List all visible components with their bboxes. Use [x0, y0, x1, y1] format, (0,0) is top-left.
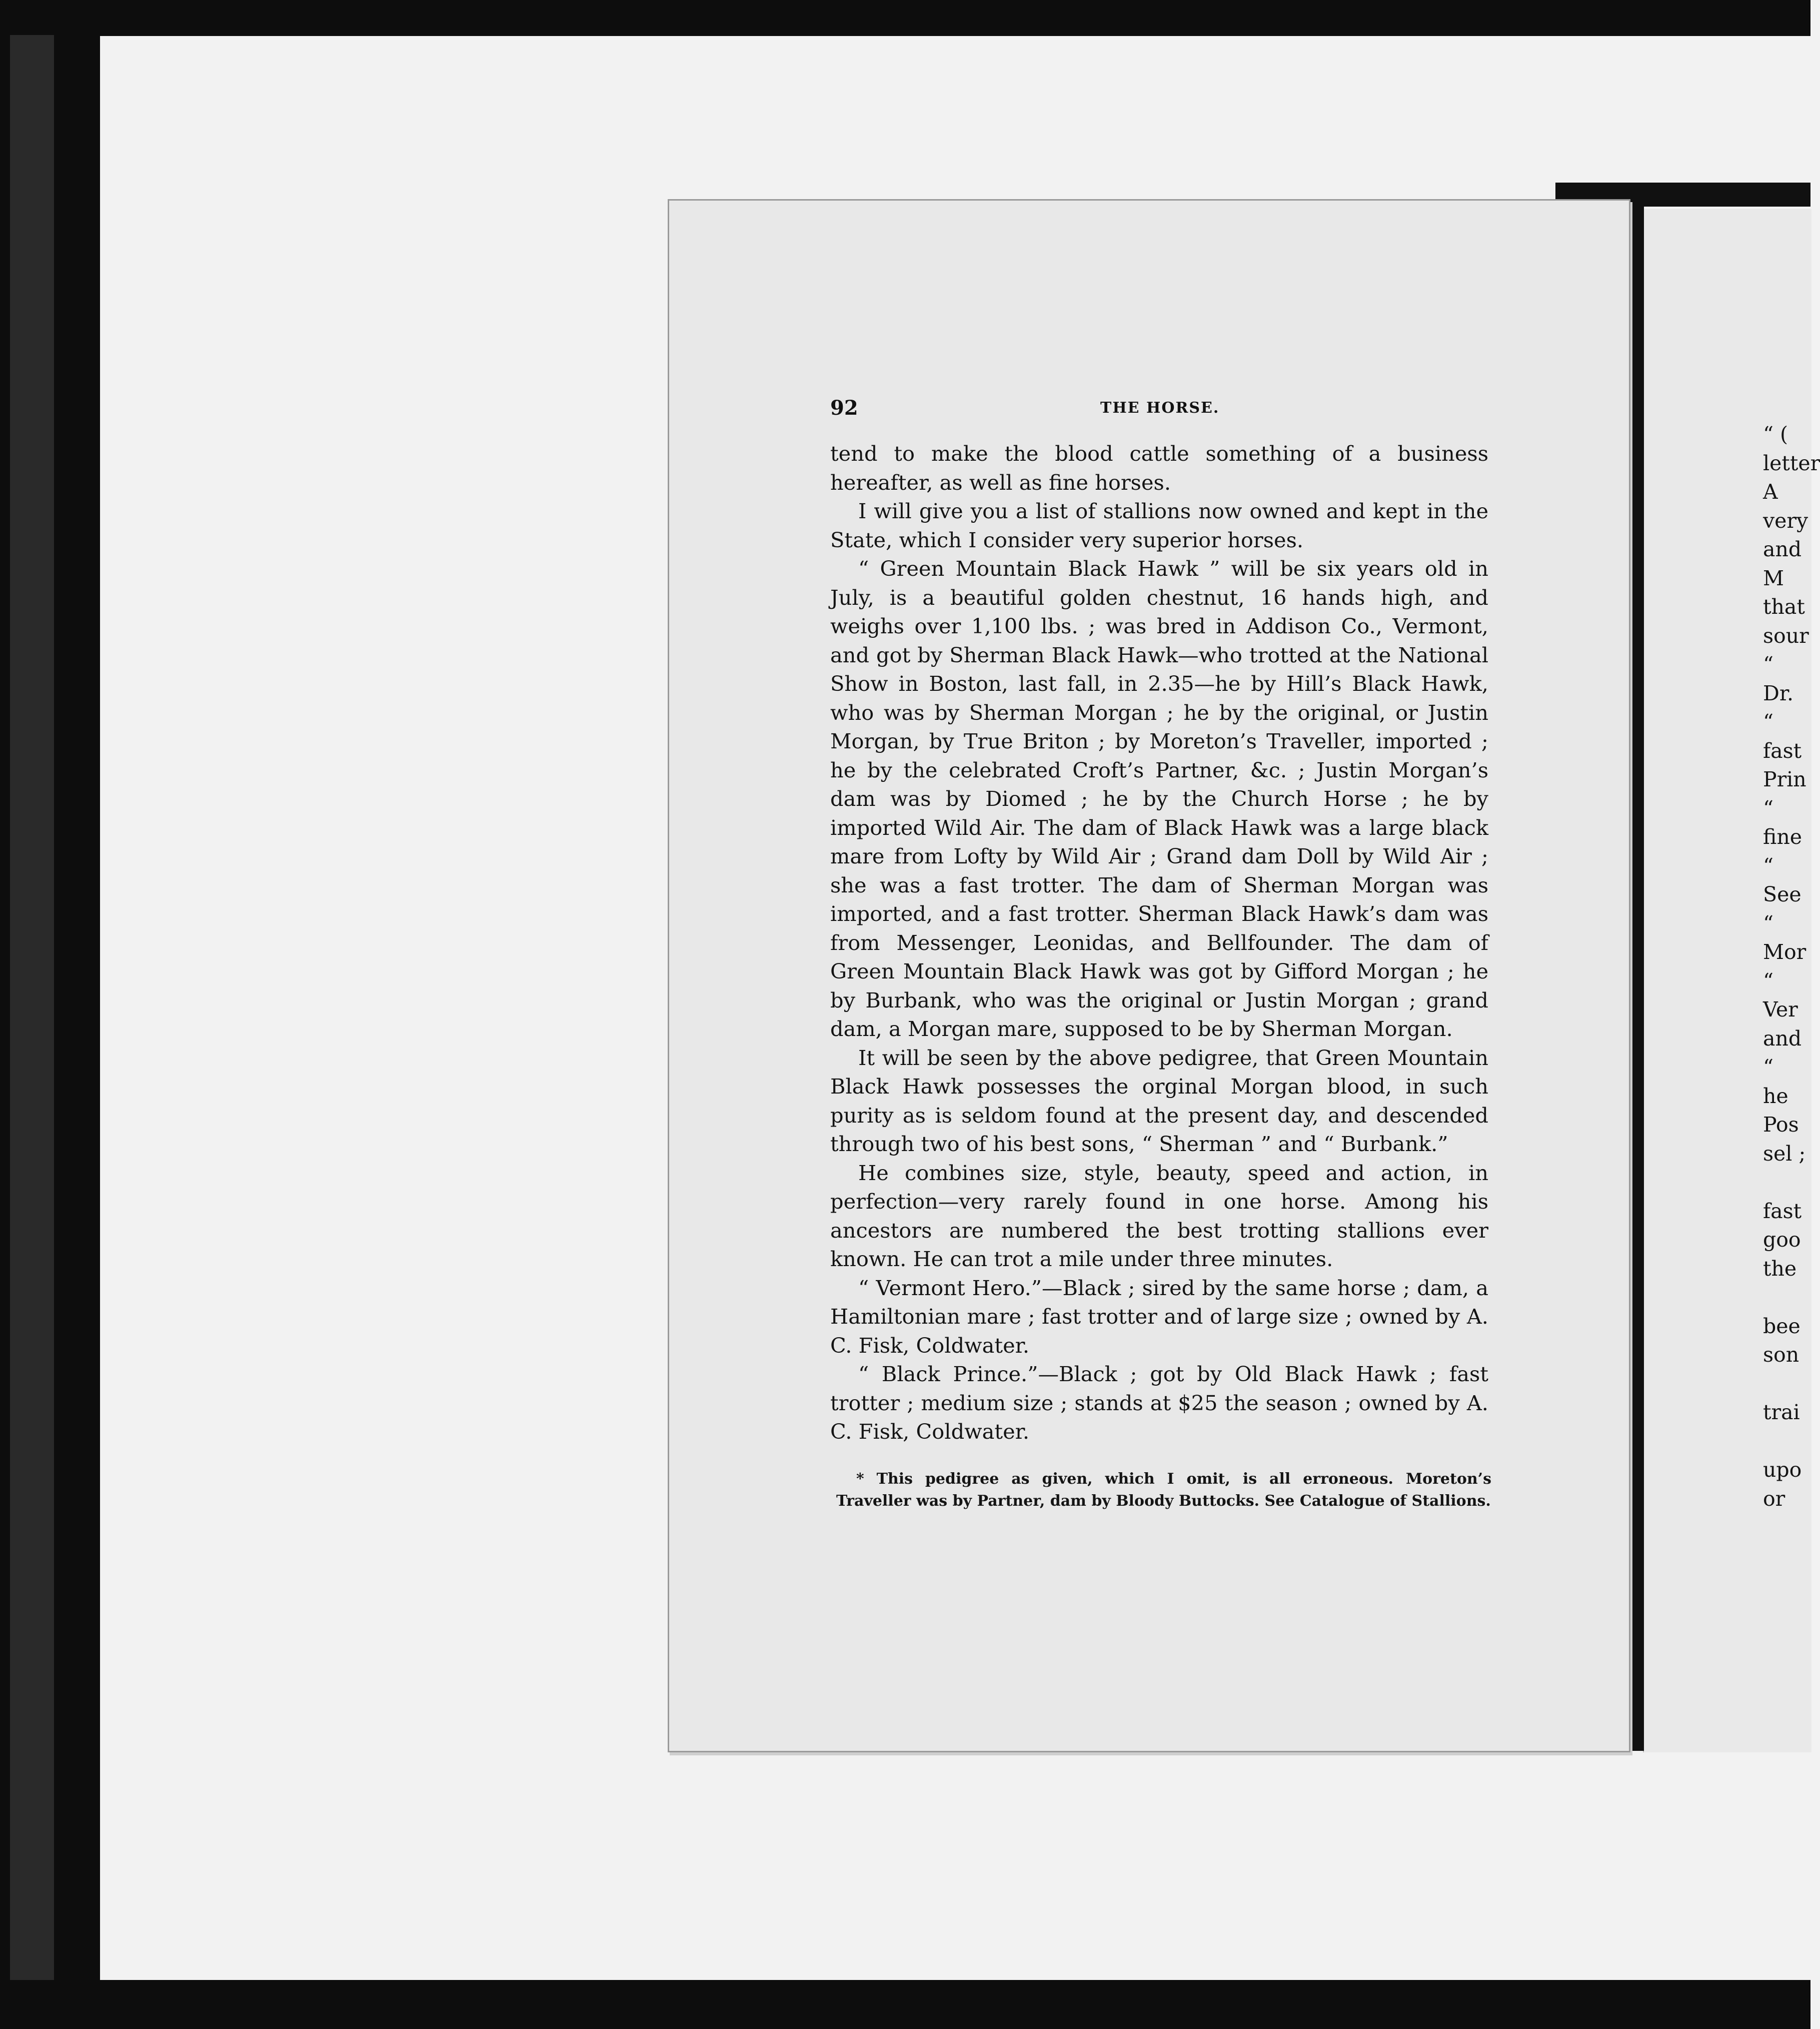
scanner-frame-bottom: [0, 1980, 1810, 2029]
right-page-line-fragment: A: [1763, 480, 1778, 504]
right-page-line-fragment: trai: [1763, 1400, 1800, 1424]
page-header: [830, 396, 1488, 426]
footnote: [836, 1468, 1491, 1512]
right-page-line-fragment: Dr.: [1763, 681, 1793, 705]
right-page-line-fragment: fast: [1763, 1199, 1802, 1223]
right-page-line-fragment: the: [1763, 1256, 1797, 1281]
right-page-line-fragment: letter: [1763, 451, 1820, 475]
paragraph-5: He combines size, style, beauty, speed and action, in perfection—very rarely found in one horse. Among his ancestors are numbered the best trotting stallions ever known. He can trot a mile under three minutes.: [830, 1160, 1488, 1271]
right-page-line-fragment: [1763, 1370, 1810, 1399]
right-page-line-fragment: “: [1763, 652, 1773, 676]
right-page-line-fragment: bee: [1763, 1314, 1800, 1338]
right-page-line-fragment: and: [1763, 1026, 1802, 1051]
right-page-line-fragment: [1763, 1283, 1810, 1312]
right-page-line-fragment: very: [1763, 508, 1808, 533]
right-page-line-fragment: fine: [1763, 825, 1802, 849]
body-text: [830, 439, 1488, 1446]
paragraph-3: “ Green Mountain Black Hawk ” will be six years old in July, is a beautiful golden chestnut, 16 hands high, and weighs over 1,100 lbs. ; was bred in Addison Co., Vermont, and got by Sherman Black Hawk—who trotted at the National Show in Boston, last fall, in 2.35—he by Hill’s Black Hawk, who was by Sherman Morgan ; he by the original, or Justin Morgan, by True Briton ; by Moreton’s Traveller, imported ; he by the celebrated Croft’s Partner, &c. ; Justin Morgan’s dam was by Diomed ; he by the Church Horse ; he by imported Wild Air. The dam of Black Hawk was a large black mare from Lofty by Wild Air ; Grand dam Doll by Wild Air ; she was a fast trotter. The dam of Sherman Morgan was imported, and a fast trotter. Sherman Black Hawk’s dam was from Messenger, Leonidas, and Bellfounder. The dam of Green Mountain Black Hawk was got by Gifford Morgan ; he by Burbank, who was the original or Justin Morgan ; grand dam, a Morgan mare, supposed to be by Sherman Morgan.: [830, 556, 1488, 1041]
right-page-line-fragment: and: [1763, 537, 1802, 561]
right-page-line-fragment: fast: [1763, 738, 1802, 763]
paragraph-7: “ Black Prince.”—Black ; got by Old Black Hawk ; fast trotter ; medium size ; stands at $25 the season ; owned by A. C. Fisk, Coldwater.: [830, 1362, 1488, 1444]
right-page-line-fragment: Mor: [1763, 940, 1806, 964]
right-page-line-fragment: or: [1763, 1486, 1785, 1511]
right-page-line-fragment: See: [1763, 882, 1801, 906]
right-page-line-fragment: “: [1763, 968, 1773, 993]
scanner-frame-left: [0, 0, 100, 2029]
right-page-line-fragment: “: [1763, 1055, 1773, 1079]
right-page-line-fragment: son: [1763, 1343, 1799, 1367]
right-page-line-fragment: “ (: [1763, 422, 1788, 446]
scanner-frame-left-edge: [10, 35, 54, 2006]
right-page-line-fragment: “: [1763, 853, 1773, 878]
footnote-text: * This pedigree as given, which I omit, is all erroneous. Moreton’s Traveller was by Partner, dam by Bloody Buttocks. See Catalogue of Stallions.: [836, 1470, 1491, 1510]
paragraph-1: tend to make the blood cattle something of a business hereafter, as well as fine horses.: [830, 441, 1488, 495]
scanner-frame-top: [0, 0, 1810, 36]
right-page-line-fragment: sour: [1763, 623, 1809, 648]
right-page-line-fragment: [1763, 1427, 1810, 1456]
right-page-line-fragment: [1763, 1168, 1810, 1197]
page-number: 92: [830, 396, 858, 420]
right-page-line-fragment: “: [1763, 710, 1773, 734]
right-page-line-fragment: Pos: [1763, 1113, 1799, 1137]
right-page-line-fragment: he: [1763, 1084, 1788, 1108]
paragraph-4: It will be seen by the above pedigree, that Green Mountain Black Hawk possesses the orginal Morgan blood, in such purity as is seldom found at the present day, and descended through two of his best sons, “ Sherman ” and “ Burbank.”: [830, 1045, 1488, 1156]
right-page-line-fragment: “: [1763, 796, 1773, 820]
right-page-text-fragments: [1763, 420, 1820, 1513]
right-page-line-fragment: “: [1763, 911, 1773, 935]
right-page-line-fragment: Prin: [1763, 767, 1806, 791]
right-page-line-fragment: upo: [1763, 1458, 1802, 1482]
right-page-line-fragment: sel ;: [1763, 1141, 1806, 1166]
paragraph-2: I will give you a list of stallions now owned and kept in the State, which I consider very superior horses.: [830, 499, 1488, 552]
right-page-line-fragment: that: [1763, 595, 1805, 619]
running-head: THE HORSE.: [1100, 399, 1220, 417]
right-page-line-fragment: M: [1763, 566, 1784, 590]
right-page-line-fragment: goo: [1763, 1228, 1801, 1252]
paragraph-6: “ Vermont Hero.”—Black ; sired by the same horse ; dam, a Hamiltonian mare ; fast trotter and of large size ; owned by A. C. Fisk, Coldwater.: [830, 1275, 1488, 1358]
right-page-line-fragment: Ver: [1763, 997, 1798, 1022]
